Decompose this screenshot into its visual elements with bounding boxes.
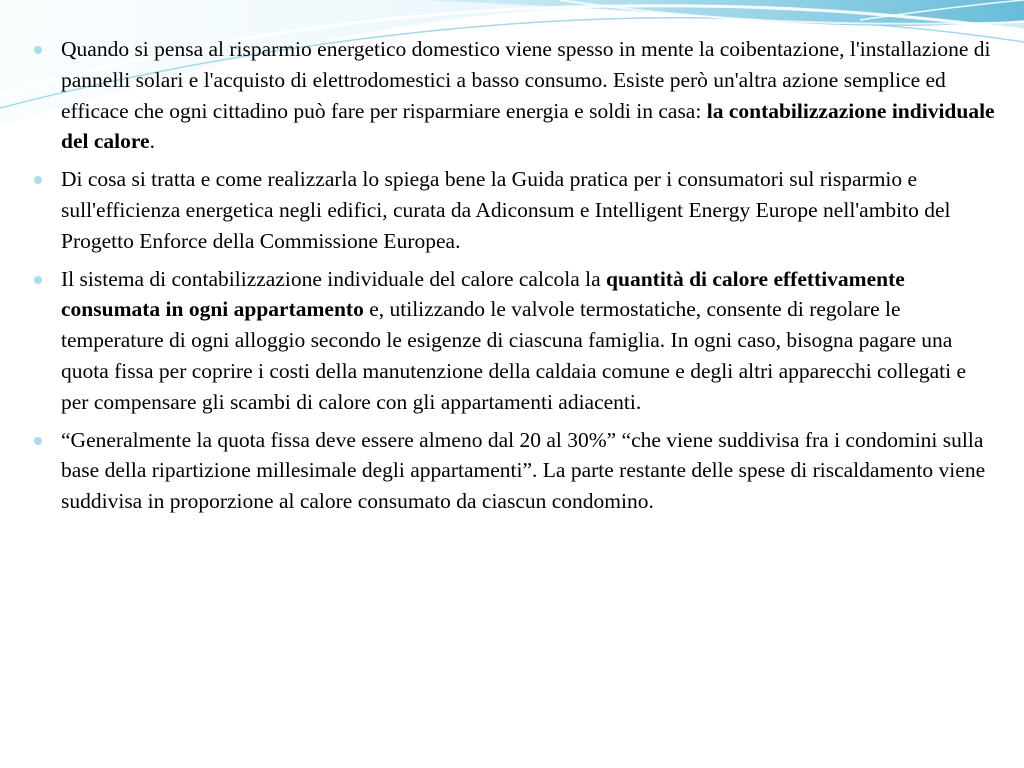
- bullet-text-bold-segment: la contabilizzazione individuale del calore: [61, 98, 995, 154]
- bullet-item: [34, 425, 998, 517]
- bullet-item: [34, 264, 998, 418]
- bullet-text-bold-segment: quantità di calore effettivamente consumata in ogni appartamento: [61, 266, 905, 322]
- bullet-text-segment: “Generalmente la quota fissa deve essere almeno dal 20 al 30%” “che viene suddivisa fra i condomini sulla base della ripartizione millesimale degli appartamenti”. La parte restante delle spese di riscaldamento viene suddivisa in proporzione al calore consumato da ciascun condomino.: [61, 427, 986, 514]
- bullet-dot-icon: [34, 276, 42, 284]
- bullet-dot-icon: [34, 176, 42, 184]
- bullet-text-segment: Il sistema di contabilizzazione individuale del calore calcola la: [61, 266, 607, 291]
- bullet-dot-icon: [34, 437, 42, 445]
- bullet-text-segment: Di cosa si tratta e come realizzarla lo spiega bene la Guida pratica per i consumatori sul risparmio e sull'efficienza energetica negli edifici, curata da Adiconsum e Intelligent Energy Europe nell'ambito del Progetto Enforce della Commissione Europea.: [61, 167, 951, 253]
- bullet-text-segment: Quando si pensa al risparmio energetico domestico viene spesso in mente la coibentazione, l'installazione di pannelli solari e l'acquisto di elettrodomestici a basso consumo. Esiste però un'altra azione semplice ed efficace che ogni cittadino può fare per risparmiare energia e soldi in casa:: [61, 37, 991, 123]
- bullet-list: [34, 34, 998, 517]
- slide-content: [34, 34, 998, 524]
- bullet-text-segment: .: [149, 129, 155, 154]
- bullet-item: [34, 164, 998, 256]
- bullet-text-segment: e, utilizzando le valvole termostatiche, consente di regolare le temperature di ogni alloggio secondo le esigenze di ciascuna famiglia. In ogni caso, bisogna pagare una quota fissa per coprire i costi della manutenzione della caldaia comune e degli altri apparecchi collegati e per compensare gli scambi di calore con gli appartamenti adiacenti.: [61, 297, 966, 414]
- bullet-item: [34, 34, 998, 157]
- bullet-dot-icon: [34, 46, 42, 54]
